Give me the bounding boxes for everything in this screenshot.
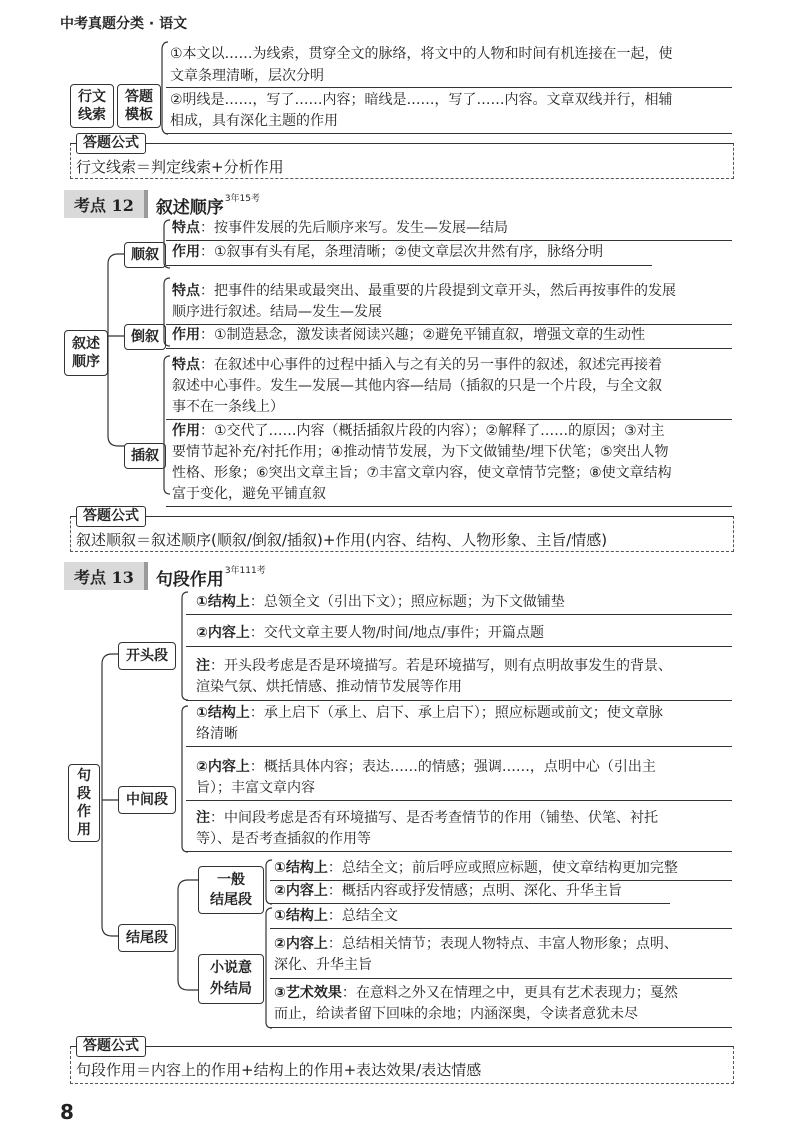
clue-box: 行文 线索 bbox=[70, 84, 114, 128]
clue-item1-l1: ①本文以……为线索，贯穿全文的脉络，将文中的人物和时间有机连接在一起，使 bbox=[170, 46, 673, 62]
jiewei-box: 结尾段 bbox=[118, 924, 176, 952]
kd12-root-box: 叙述 顺序 bbox=[64, 330, 108, 376]
kd13-label: 考点 13 bbox=[73, 567, 134, 587]
template-box: 答题 模板 bbox=[117, 84, 161, 128]
cha-feature-l3: 事不在一条线上） bbox=[172, 399, 284, 415]
kd13-banner bbox=[64, 562, 364, 590]
chaxu-bracket bbox=[162, 354, 172, 496]
daoxu-bracket bbox=[162, 276, 172, 348]
xs3-l2: 而止，给读者留下回味的余地；内涵深奥，令读者意犹未尽 bbox=[274, 1006, 638, 1022]
clue-item2-l1: ②明线是……，写了……内容；暗线是……，写了……内容。文章双线并行，相辅 bbox=[170, 92, 673, 108]
cha-effect-l4: 富于变化，避免平铺直叙 bbox=[172, 486, 326, 502]
page-number: 8 bbox=[60, 1100, 74, 1124]
kt2: ②内容上：交代文章主要人物/时间/地点/事件；开篇点题 bbox=[196, 625, 545, 641]
xs1: ①结构上：总结全文 bbox=[274, 908, 398, 924]
cha-feature-l1: 特点：在叙述中心事件的过程中插入与之有关的另一事件的叙述，叙述完再接着 bbox=[172, 357, 662, 373]
yiban-box: 一般 结尾段 bbox=[198, 866, 264, 914]
zj1-l2: 络清晰 bbox=[196, 726, 238, 742]
cha-effect-l3: 性格、形象；⑥突出文章主旨；⑦丰富文章内容，使文章情节完整；⑧使文章结构 bbox=[172, 465, 672, 481]
zj3-l1: 注：中间段考虑是否有环境描写、是否考查情节的作用（铺垫、伏笔、衬托 bbox=[196, 810, 658, 826]
kt1: ①结构上：总领全文（引出下文）；照应标题；为下文做铺垫 bbox=[196, 594, 565, 610]
chaxu-box: 插叙 bbox=[124, 443, 166, 469]
yb2: ②内容上：概括内容或抒发情感；点明、深化、升华主旨 bbox=[274, 883, 622, 899]
kaitou-box: 开头段 bbox=[118, 642, 176, 670]
xs2-l2: 深化、升华主旨 bbox=[274, 957, 372, 973]
jiewei-tree-lines bbox=[176, 864, 200, 1022]
shunxu-box: 顺叙 bbox=[124, 242, 166, 268]
kd12-title: 叙述顺序 $^{3年15考}$ bbox=[144, 190, 364, 218]
yiban-bracket bbox=[264, 858, 274, 906]
shun-feature: 特点：按事件发展的先后顺序来写。发生—发展—结局 bbox=[172, 220, 508, 236]
clue-formula-tag: 答题公式 bbox=[76, 133, 146, 154]
zj2-l1: ②内容上：概括具体内容；表达……的情感；强调……，点明中心（引出主 bbox=[196, 759, 656, 775]
xiaoshuo-bracket bbox=[264, 906, 274, 1030]
yb1: ①结构上：总结全文；前后呼应或照应标题，使文章结构更加完整 bbox=[274, 860, 678, 876]
zhongjian-bracket bbox=[180, 704, 190, 854]
zhongjian-box: 中间段 bbox=[118, 786, 176, 814]
kd12-banner bbox=[64, 190, 364, 218]
kd13-title: 句段作用 $^{3年111考}$ bbox=[144, 562, 364, 590]
dao-feature-l1: 特点：把事件的结果或最突出、最重要的片段提到文章开头，然后再按事件的发展 bbox=[172, 283, 676, 299]
xiaoshuo-box: 小说意 外结局 bbox=[198, 954, 264, 1004]
cha-feature-l2: 叙述中心事件。发生—发展—其他内容—结局（插叙的只是一个片段，与全文叙 bbox=[172, 378, 662, 394]
cha-effect-l2: 要情节起补充/衬托作用；④推动情节发展，为下文做铺垫/埋下伏笔；⑤突出人物 bbox=[172, 444, 669, 460]
zj3-l2: 等）、是否考查插叙的作用等 bbox=[196, 831, 371, 847]
shun-effect: 作用：①叙事有头有尾，条理清晰；②使文章层次井然有序，脉络分明 bbox=[172, 244, 604, 260]
zj2-l2: 旨）；丰富文章内容 bbox=[196, 780, 315, 796]
cha-effect-l1: 作用：①交代了……内容（概括插叙片段的内容）；②解释了……的原因；③对主 bbox=[172, 423, 665, 439]
kd12-formula-tag: 答题公式 bbox=[76, 506, 146, 527]
clue-bracket bbox=[160, 40, 170, 136]
kd13-formula-tag: 答题公式 bbox=[76, 1036, 146, 1057]
clue-formula: 行文线索＝判定线索+分析作用 bbox=[76, 158, 284, 176]
kd12-label: 考点 12 bbox=[73, 195, 134, 215]
shunxu-bracket bbox=[162, 218, 172, 270]
kt3-l2: 渲染气氛、烘托情感、推动情节发展等作用 bbox=[196, 679, 462, 695]
clue-item1-l2: 文章条理清晰，层次分明 bbox=[170, 68, 324, 84]
page-header: 中考真题分类 · 语文 bbox=[60, 16, 188, 32]
kd13-root-box: 句 段 作 用 bbox=[68, 764, 100, 842]
xs3-l1: ③艺术效果：在意料之外又在情理之中，更具有艺术表现力；戛然 bbox=[274, 985, 678, 1001]
kt3-l1: 注：开头段考虑是否是环境描写。若是环境描写，则有点明故事发生的背景、 bbox=[196, 658, 672, 674]
clue-item2-l2: 相成，具有深化主题的作用 bbox=[170, 113, 338, 129]
dao-feature-l2: 顺序进行叙述。结局—发生—发展 bbox=[172, 304, 382, 320]
daoxu-box: 倒叙 bbox=[124, 324, 166, 350]
xs2-l1: ②内容上：总结相关情节；表现人物特点、丰富人物形象；点明、 bbox=[274, 936, 678, 952]
dao-effect: 作用：①制造悬念，激发读者阅读兴趣；②避免平铺直叙，增强文章的生动性 bbox=[172, 327, 646, 343]
zj1-l1: ①结构上：承上启下（承上、启下、承上启下）；照应标题或前文；使文章脉 bbox=[196, 705, 663, 721]
kd13-formula: 句段作用＝内容上的作用+结构上的作用+表达效果/表达情感 bbox=[76, 1061, 482, 1079]
kd12-formula: 叙述顺叙＝叙述顺序(顺叙/倒叙/插叙)+作用(内容、结构、人物形象、主旨/情感) bbox=[76, 531, 608, 549]
